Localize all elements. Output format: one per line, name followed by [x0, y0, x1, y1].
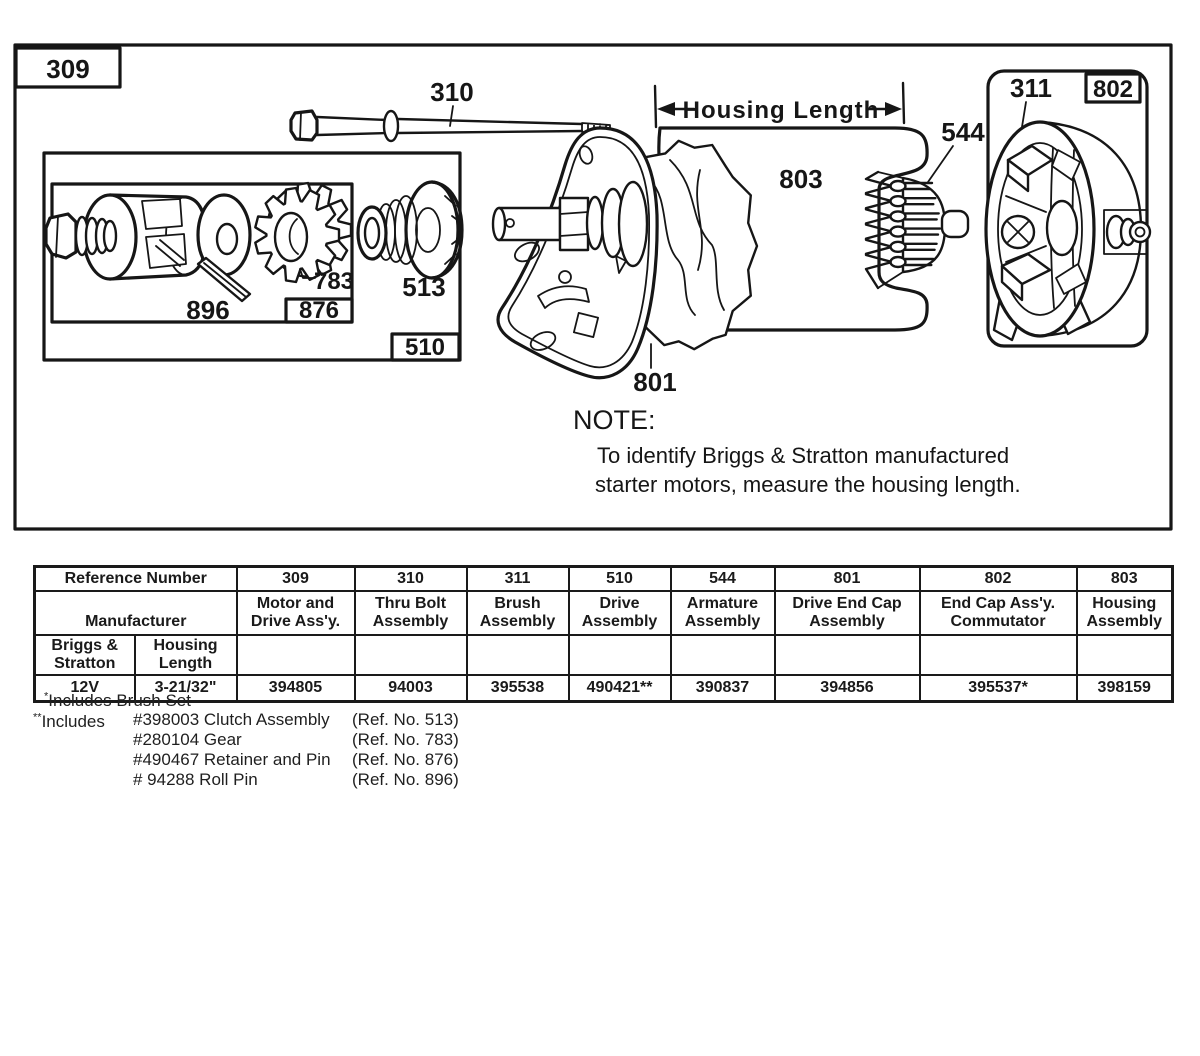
ref-309: 309	[237, 567, 355, 592]
manufacturer-header: Manufacturer	[35, 591, 237, 635]
end-cap-box-label: 802	[1092, 76, 1134, 103]
housing-length-dimension	[655, 83, 904, 127]
part-name-510: Drive Assembly	[569, 591, 671, 635]
footnote-includes-text: Includes	[41, 712, 105, 731]
table-row-manufacturer	[35, 635, 1173, 675]
drive-end-cap-drawing	[493, 128, 657, 378]
part-number-544: 390837	[671, 675, 775, 702]
armature-drawing	[866, 172, 968, 288]
part-name-801: Drive End Cap Assembly	[775, 591, 920, 635]
ref-311: 311	[467, 567, 569, 592]
footnote-brush-set	[44, 691, 191, 711]
drive-box-label: 510	[404, 334, 446, 361]
housing-length-value: 3-21/32"	[135, 675, 237, 702]
parts-reference-table	[33, 565, 1174, 703]
footnote-text: Includes Brush Set	[48, 691, 191, 710]
armature-label: 544	[941, 117, 985, 147]
figure-number-box	[16, 48, 120, 87]
empty-cell	[569, 635, 671, 675]
empty-cell	[237, 635, 355, 675]
part-number-510: 490421**	[569, 675, 671, 702]
footnote-included-parts-list	[133, 710, 459, 790]
part-number-311: 395538	[467, 675, 569, 702]
part-number-803: 398159	[1077, 675, 1173, 702]
ref-803: 803	[1077, 567, 1173, 592]
thru-bolt-drawing	[291, 106, 610, 141]
included-part-ref: (Ref. No. 896)	[352, 770, 459, 789]
clutch-label: 513	[402, 272, 446, 302]
included-part-ref: (Ref. No. 513)	[352, 710, 459, 729]
figure-number-label: 309	[46, 54, 90, 84]
part-name-310: Thru Bolt Assembly	[355, 591, 467, 635]
ref-number-header: Reference Number	[35, 567, 237, 592]
empty-cell	[775, 635, 920, 675]
gear-label: 783	[313, 268, 355, 295]
footnote-includes-label	[33, 712, 105, 732]
part-number-310: 94003	[355, 675, 467, 702]
part-number-309: 394805	[237, 675, 355, 702]
ref-310: 310	[355, 567, 467, 592]
part-name-544: Armature Assembly	[671, 591, 775, 635]
retainer-box-label: 876	[298, 297, 340, 324]
table-row-part-names	[35, 591, 1173, 635]
included-part-ref: (Ref. No. 783)	[352, 730, 459, 749]
part-number-801: 394856	[775, 675, 920, 702]
ref-802: 802	[920, 567, 1077, 592]
roll-pin-label: 896	[186, 295, 230, 325]
part-name-311: Brush Assembly	[467, 591, 569, 635]
end-cap-drawing	[986, 71, 1150, 346]
table-row-reference-numbers	[35, 567, 1173, 592]
footnote-marker: *	[44, 690, 49, 703]
drive-end-cap-label: 801	[633, 367, 677, 397]
ref-544: 544	[671, 567, 775, 592]
included-part: #490467 Retainer and Pin	[133, 750, 331, 769]
housing-label: 803	[779, 164, 823, 194]
note-heading: NOTE:	[573, 405, 656, 435]
list-item	[133, 730, 459, 750]
manufacturer-cell: Briggs & Stratton	[35, 635, 135, 675]
part-name-803: Housing Assembly	[1077, 591, 1173, 635]
table-row-part-numbers	[35, 675, 1173, 702]
part-number-802: 395537*	[920, 675, 1077, 702]
note-block	[573, 405, 1021, 497]
brush-label: 311	[1010, 73, 1052, 103]
empty-cell	[1077, 635, 1173, 675]
armature-leader	[928, 146, 953, 182]
thru-bolt-label: 310	[430, 77, 474, 107]
housing-length-cell: Housing Length	[135, 635, 237, 675]
included-part: #280104 Gear	[133, 730, 242, 749]
ref-510: 510	[569, 567, 671, 592]
voltage-cell: 12V	[35, 675, 135, 702]
ref-801: 801	[775, 567, 920, 592]
empty-cell	[467, 635, 569, 675]
empty-cell	[920, 635, 1077, 675]
included-part: # 94288 Roll Pin	[133, 770, 258, 789]
clutch-assembly-drawing	[46, 195, 206, 279]
empty-cell	[671, 635, 775, 675]
empty-cell	[355, 635, 467, 675]
clutch-retainer-drawing	[358, 182, 462, 278]
part-name-309: Motor and Drive Ass'y.	[237, 591, 355, 635]
note-line-2: starter motors, measure the housing length.	[595, 472, 1021, 497]
note-line-1: To identify Briggs & Stratton manufactured	[597, 443, 1010, 468]
list-item	[133, 710, 459, 730]
included-part: #398003 Clutch Assembly	[133, 710, 330, 729]
housing-length-text: Housing Length	[682, 97, 880, 124]
included-part-ref: (Ref. No. 876)	[352, 750, 459, 769]
part-name-802: End Cap Ass'y. Commutator	[920, 591, 1077, 635]
list-item	[133, 770, 459, 790]
list-item	[133, 750, 459, 770]
footnote-marker-double: **	[33, 711, 42, 724]
